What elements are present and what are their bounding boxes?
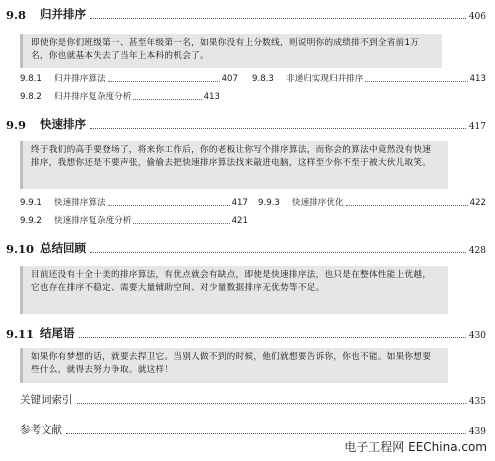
dot-leader — [108, 80, 220, 82]
section-9-10-heading[interactable] — [6, 238, 486, 256]
toc-entry-9-9-1[interactable]: 9.9.1 快速排序算法 417 — [20, 198, 248, 208]
toc-entry-9-8-1[interactable]: 9.8.1 归并排序算法 407 — [20, 74, 238, 84]
section-title: 快速排序 — [40, 117, 86, 131]
section-9-9-quote: 终于我们的高手要登场了，将来你工作后，你的老板让你写个排序算法，而你会的算法中竟然没有快速排序，我想你还是不要声张，偷偷去把快速排序算法找来敲进电脑，这样至少你不至于被大伙儿取笑。 — [20, 141, 448, 189]
dot-leader — [90, 127, 466, 129]
dot-leader — [90, 251, 466, 253]
dot-leader — [77, 402, 466, 404]
section-number: 9.8 — [6, 8, 27, 22]
section-9-8-quote: 即使你是你们班级第一、甚至年级第一名，如果你没有上分数线，则说明你的成绩排不到全省前1万名，你也就基本失去了当年上本科的机会了。 — [20, 34, 442, 68]
toc-entry-9-9-2[interactable]: 9.9.2 快速排序复杂度分析 421 — [20, 216, 248, 226]
dot-leader — [346, 204, 468, 206]
dot-leader — [365, 80, 467, 82]
dot-leader — [79, 336, 466, 338]
section-number: 9.9 — [6, 118, 27, 132]
section-number: 9.10 — [6, 242, 35, 256]
section-title: 归并排序 — [40, 7, 86, 21]
section-9-10-quote: 目前还没有十全十美的排序算法，有优点就会有缺点，即使是快速排序法，也只是在整体性能上优越，它也存在排序不稳定、需要大量辅助空间、对少量数据排序无优势等不足。 — [20, 266, 448, 314]
page-number: 430 — [468, 331, 486, 341]
toc-entry-references[interactable]: 参考文献 439 — [20, 424, 486, 437]
section-number: 9.11 — [6, 327, 35, 341]
watermark: 电子工程网 EEChina.com — [344, 440, 487, 454]
toc-entry-9-8-3[interactable]: 9.8.3 非递归实现归并排序 413 — [252, 74, 486, 84]
page-number: 428 — [468, 246, 486, 256]
section-title: 结尾语 — [40, 326, 75, 340]
page-number: 417 — [468, 122, 486, 132]
dot-leader — [133, 98, 201, 100]
dot-leader — [66, 432, 466, 434]
toc-entry-9-9-3[interactable]: 9.9.3 快速排序优化 422 — [258, 198, 486, 208]
dot-leader — [90, 17, 466, 19]
section-9-11-quote: 如果你有梦想的话，就要去捍卫它。当别人做不到的时候，他们就想要告诉你，你也不能。如果你想要些什么，就得去努力争取。就这样！ — [20, 348, 448, 383]
dot-leader — [133, 222, 229, 224]
toc-entry-index[interactable]: 关键词索引 435 — [20, 394, 486, 407]
page-number: 406 — [468, 12, 486, 22]
section-title: 总结回顾 — [40, 241, 86, 255]
section-9-9-heading[interactable] — [6, 114, 486, 132]
section-9-8-heading[interactable] — [6, 4, 486, 22]
section-9-11-heading[interactable] — [6, 323, 486, 341]
dot-leader — [108, 204, 230, 206]
toc-entry-9-8-2[interactable]: 9.8.2 归并排序复杂度分析 413 — [20, 92, 220, 102]
